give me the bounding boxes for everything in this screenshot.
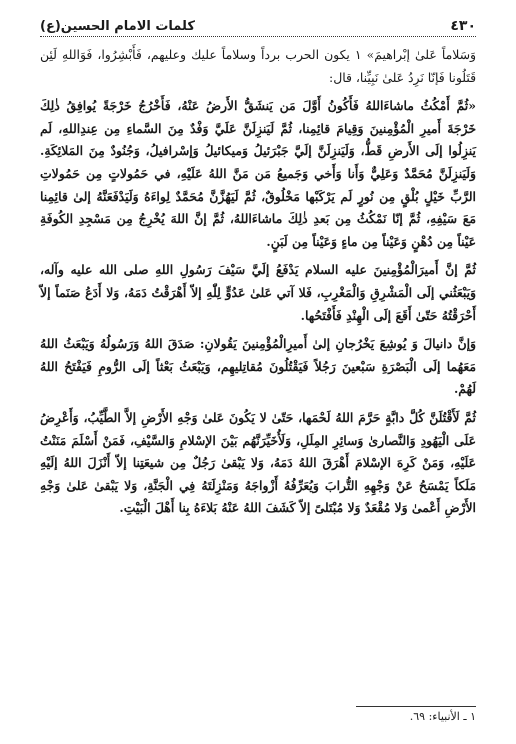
paragraph-3: ثُمَّ إنَّ أَميرَالْمُؤْمِنينَ عليه السلام يَدْفَعُ إلَيَّ سَيْفَ رَسُولِ اللهِ صلى الله عليه وآله، وَيَبْعَثُني إلَى الْمَشْرِقِ وَالْمَغْرِبِ، فَلا آتي عَلىٰ عَدُوٍّ لِلّٰهِ إلاّ أَهْرَقْتُ دَمَهُ، وَلا أَدَعُ صَنَماً إلاّ أَحْرَقْتُهُ حَتّىٰ أَقَعَ إلَى الْهِنْدِ فَأَفْتَحُها. [40, 262, 476, 323]
paragraph-5: ثُمَّ لَأَقْتُلَنَّ كُلَّ دابَّةٍ حَرَّمَ اللهُ لَحْمَها، حَتّىٰ لا يَكُونَ عَلىٰ وَجْهِ الأَرْضِ إلاَّ الطَّيِّبُ، وَأَعْرِضُ عَلَى الْيَهُودِ وَالنَّصارىٰ وَسائِرِ المِلَلِ، وَلَأُخَيِّرَنَّهُم بَيْنَ الإسْلامِ وَالسَّيْفِ، فَمَنْ أَسْلَمَ مَنَنْتُ عَلَيْهِ، وَمَنْ كَرِهَ الإسْلامَ أَهْرَقَ اللهُ دَمَهُ، وَلا يَبْقىٰ رَجُلٌ مِن شيعَتِنا إلاّ أَنْزَلَ اللهُ إلَيْهِ مَلَكاً يَمْسَحُ عَنْ وَجْهِهِ التُّرابَ وَيُعَرِّفُهُ أَزْواجَهُ وَمَنْزِلَتَهُ فِي الْجَنَّةِ، وَلا يَبْقىٰ عَلىٰ وَجْهِ الأَرْضِ أَعْمىٰ وَلا مُقْعَدٌ وَلا مُبْتَلىً إلاّ كَشَفَ اللهُ عَنْهُ بَلاءَهُ بِنا أَهْلَ الْبَيْتِ. [40, 409, 476, 516]
main-text [40, 44, 476, 526]
paragraph-1: وَسَلاماً عَلىٰ إبْراهيمَ» ١ يكون الحرب برداً وسلاماً عليك وعليهم، فَأَبْشِرُوا، فَوَاللهِ لَئِن قَتَلُونا فَإنّا نَرِدُ عَلىٰ نَبِيِّنا، قال: [40, 47, 476, 85]
page-header [40, 14, 476, 37]
page-number: ٤٣٠ [450, 18, 476, 34]
paragraph-2: «ثُمَّ أَمْكُثُ ماشاءَاللهُ فَأَكُونُ أَوَّلَ مَن يَنشَقُّ الأَرضُ عَنْهُ، فَأَخْرُجُ خَرْجَةً يُوافِقُ ذٰلِكَ خَرْجَةَ أَميرِ الْمُؤْمِنينَ وَقِيامَ قائِمِنا، ثُمَّ لَيَنزِلَنَّ عَلَيَّ وَفْدٌ مِنَ السَّماءِ مِن عِندِاللهِ، لَم يَنزِلُوا إلَى الأَرضِ قَطُّ، وَلَيَنزِلَنَّ إلَيَّ جَبْرَئيلُ وَميكائيلُ وَإسْرافيلُ، وَجُنُودٌ مِنَ المَلائِكَةِ. وَلَيَنزِلَنَّ مُحَمَّدٌ وَعَلِيٌّ وَأَنا وَأَخي وَجَميعُ مَن مَنَّ اللهُ عَلَيْهِ، في حَمُولاتٍ مِن حَمُولاتِ الرَّبِّ خَيْلٍ بُلْقٍ مِن نُورٍ لَم يَرْكَبْها مَخْلُوقٌ، ثُمَّ لَيَهُزَّنَّ مُحَمَّدٌ لِواءَهُ وَلَيَدْفَعَنَّهُ إلىٰ قائِمِنا مَعَ سَيْفِهِ، ثُمَّ إنّا نَمْكُثُ مِن بَعدِ ذٰلِكَ ماشاءَاللهُ، ثُمَّ إنَّ اللهَ يُخْرِجُ مِن مَسْجِدِ الكُوفَةِ عَيْناً مِن دُهْنٍ وَعَيْناً مِن ماءٍ وَعَيْناً مِن لَبَنٍ. [40, 98, 476, 249]
running-title: كلمات الامام الحسين(ع) [40, 19, 195, 34]
footnote-divider [356, 706, 476, 707]
paragraph-4: وَإنَّ دانيالَ وَ يُوشِعَ يَخْرُجانِ إلىٰ أَميرِالْمُؤْمِنينَ يَقُولانِ: صَدَقَ اللهُ وَرَسُولُهُ وَيَبْعَثُ اللهُ مَعَهُما إلَى الْبَصْرَةِ سَبْعينَ رَجُلاً فَيَقْتُلُونَ مُقاتِليهِم، وَيَبْعَثُ بَعْثاً إلَى الرُّومِ فَيَفْتَحُ اللهُ لَهُمْ. [40, 336, 476, 397]
footnote: ١ ـ الأنبياء: ٦٩. [409, 710, 476, 723]
